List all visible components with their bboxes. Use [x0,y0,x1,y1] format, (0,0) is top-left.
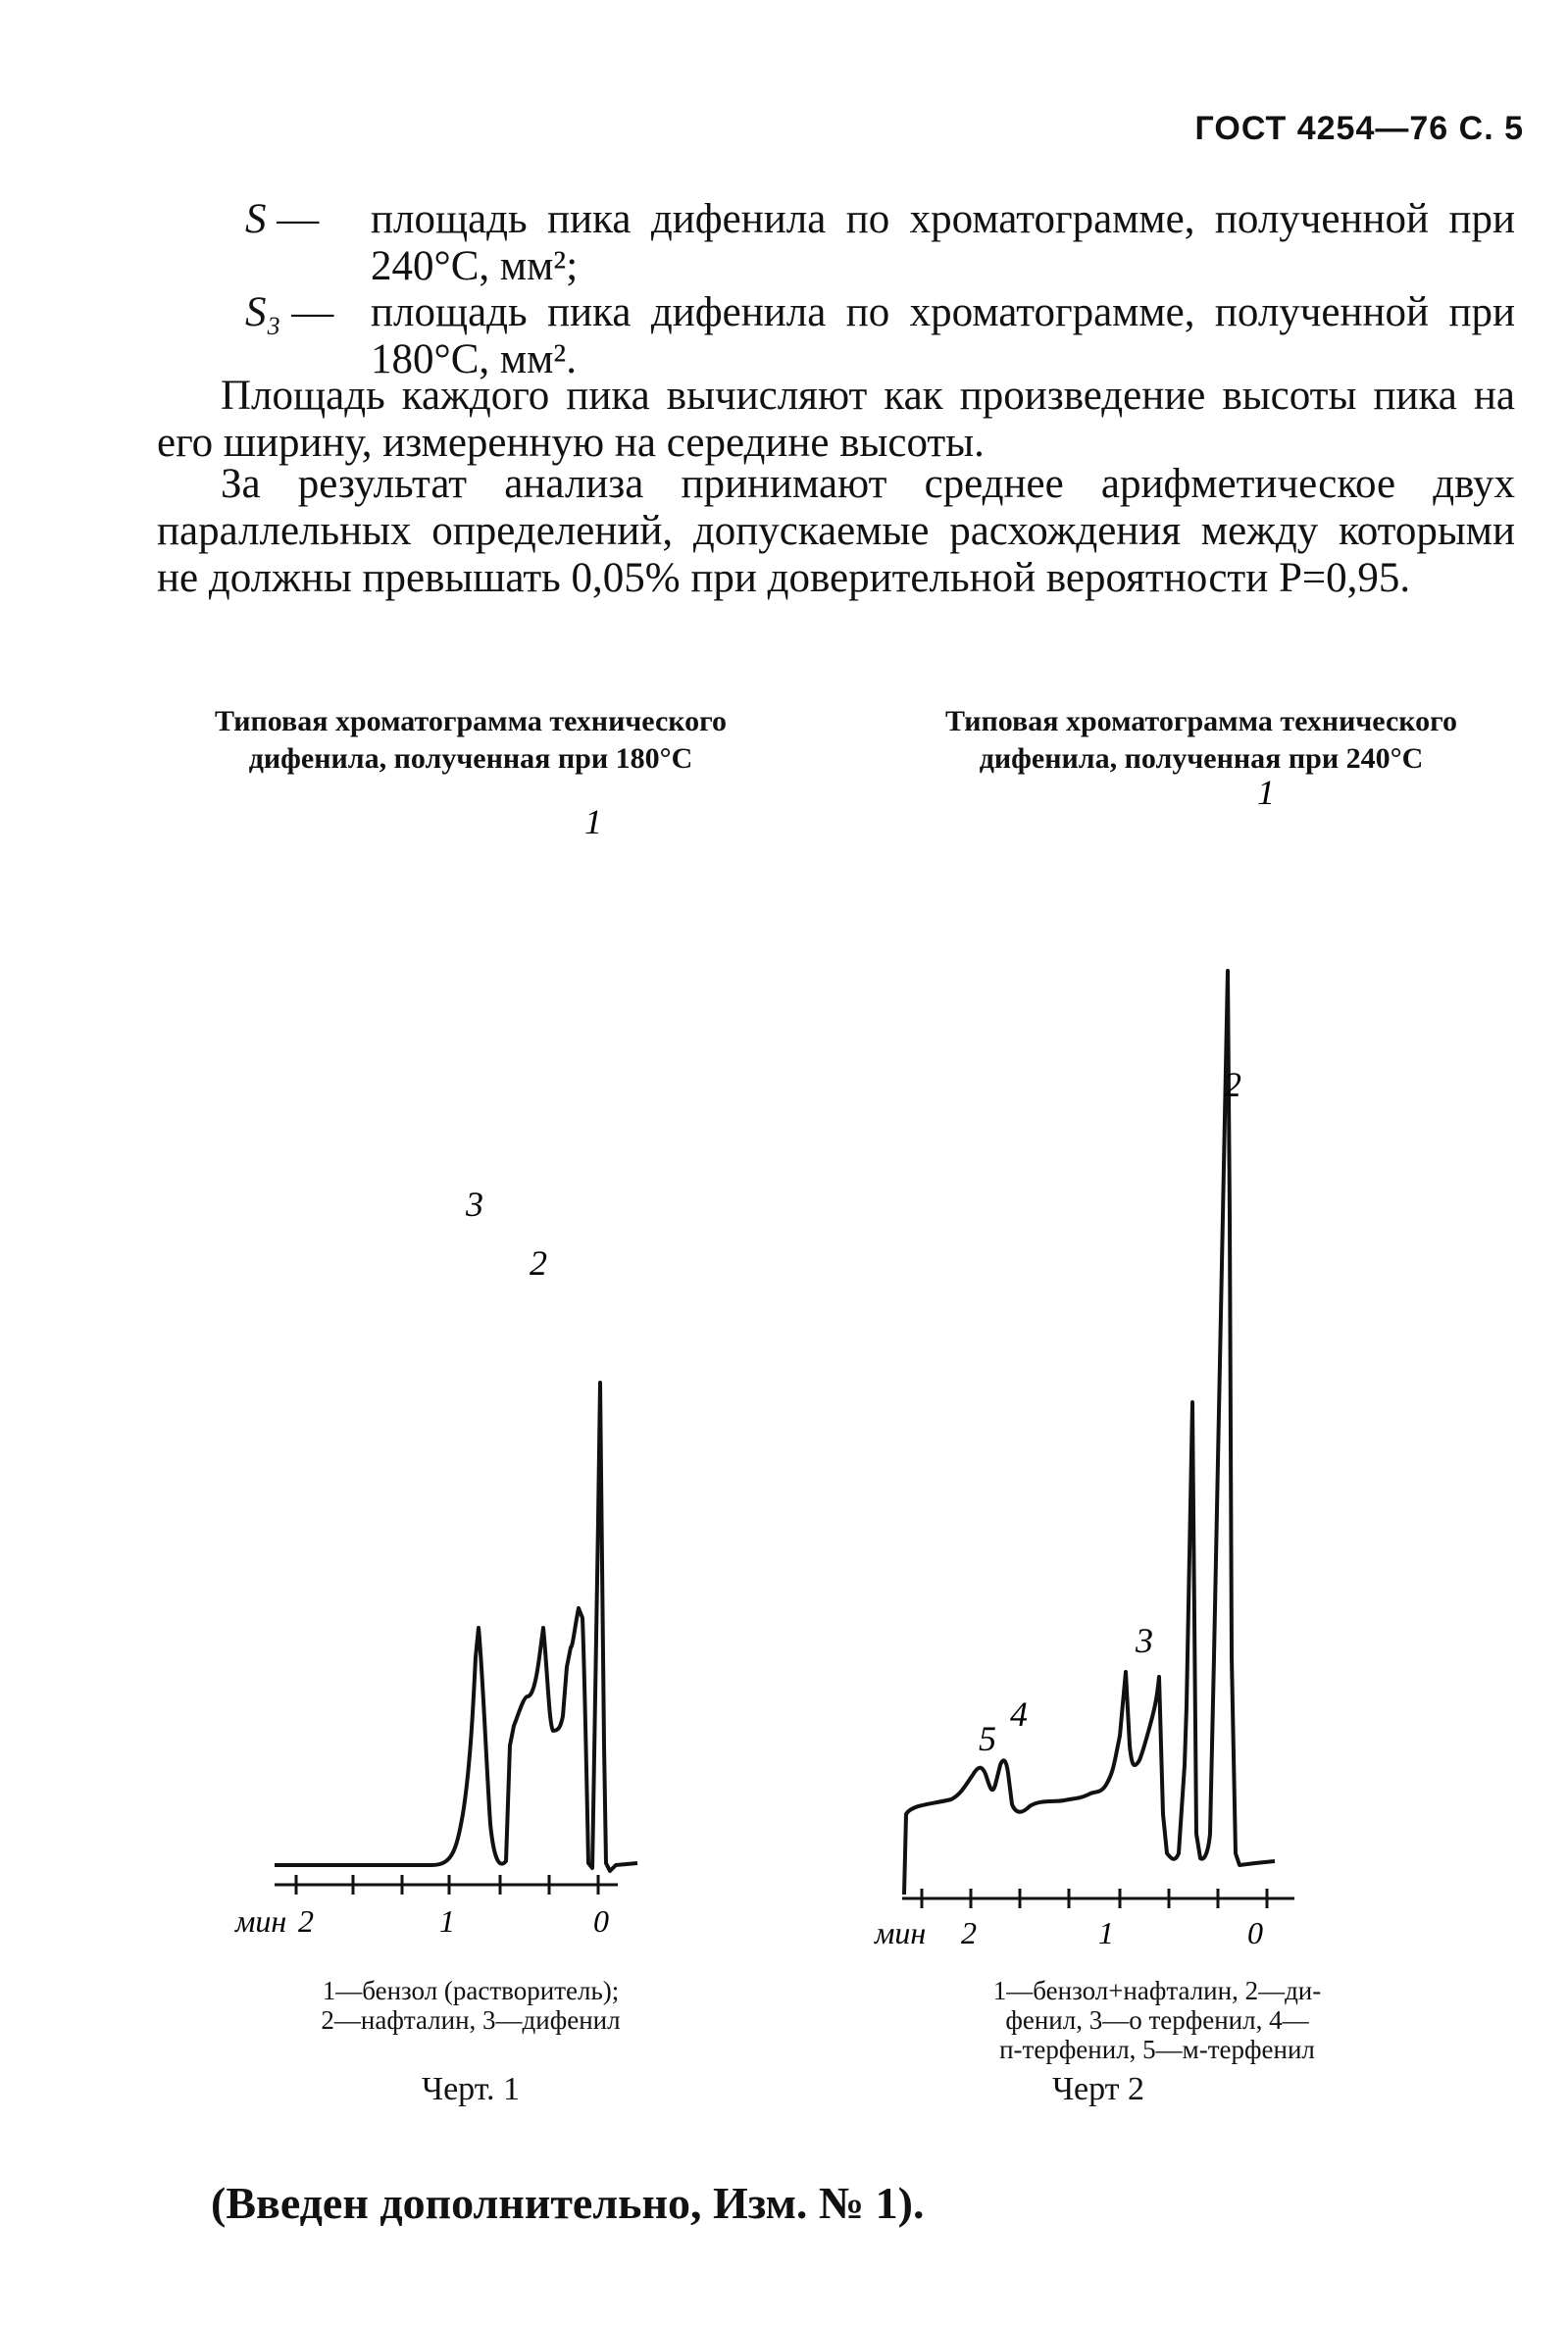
figure-2-peak-label: 1 [1257,775,1275,812]
figure-1-caption: Черт. 1 [421,2071,521,2107]
figure-1-peak-label: 1 [584,802,602,841]
figure-2-peak-label: 4 [1010,1694,1028,1734]
figure-1-tick-label: 2 [298,1903,314,1939]
figure-2-legend: 1—бензол+нафталин, 2—ди- фенил, 3—о терфенил, 4— п-терфенил, 5—м-терфенил [992,1976,1322,2064]
definition-symbol: S₃ — [245,289,334,335]
figure-2-title: Типовая хроматограмма технического дифенила, полученная при 240°С [944,705,1458,775]
figure-2-axis-unit: мин [875,1915,927,1950]
amendment-note: (Введен дополнительно, Изм. № 1). [211,2178,925,2228]
figure-1-title: Типовая хроматограмма технического дифенила, полученная при 180°С [214,705,728,775]
figure-1-tick-label: 1 [439,1903,455,1939]
figure-1-peak-label: 3 [466,1185,483,1224]
page-header: ГОСТ 4254—76 С. 5 [1194,110,1524,147]
figure-1-axis-unit: мин [235,1903,287,1939]
figure-1-chromatogram [216,784,657,1961]
paragraph-area: Площадь каждого пика вычисляют как произведение высоты пика на его ширину, измеренную на середине высоты. [157,373,1515,466]
figure-2-chromatogram [863,775,1334,1961]
figure-2-trace [904,971,1275,1895]
figure-1-tick-label: 0 [593,1903,609,1939]
figure-2-tick-label: 2 [961,1915,977,1950]
figure-1-peak-label: 2 [530,1243,547,1283]
figure-2-peak-label: 2 [1224,1065,1241,1104]
figure-2-tick-label: 1 [1098,1915,1114,1950]
figure-2-peak-label: 3 [1136,1621,1153,1660]
definition-text: площадь пика дифенила по хроматограмме, полученной при 180°С, мм². [371,289,1515,382]
figure-1-trace [275,1383,637,1871]
paragraph-result: За результат анализа принимают среднее арифметическое двух параллельных определений, допускаемые расхождения между которыми не должны превышать 0,05% при доверительной вероятности Р=0,95. [157,461,1515,601]
figure-1-legend: 1—бензол (растворитель); 2—нафталин, 3—дифенил [321,1976,621,2035]
figure-2-peak-label: 5 [979,1719,996,1758]
definition-s [245,196,1515,290]
figure-2-tick-label: 0 [1247,1915,1263,1950]
definition-symbol: S — [245,196,320,242]
definition-s3 [245,289,1515,383]
definition-text: площадь пика дифенила по хроматограмме, полученной при 240°С, мм²; [371,196,1515,289]
figure-2-caption: Черт 2 [1051,2071,1145,2107]
